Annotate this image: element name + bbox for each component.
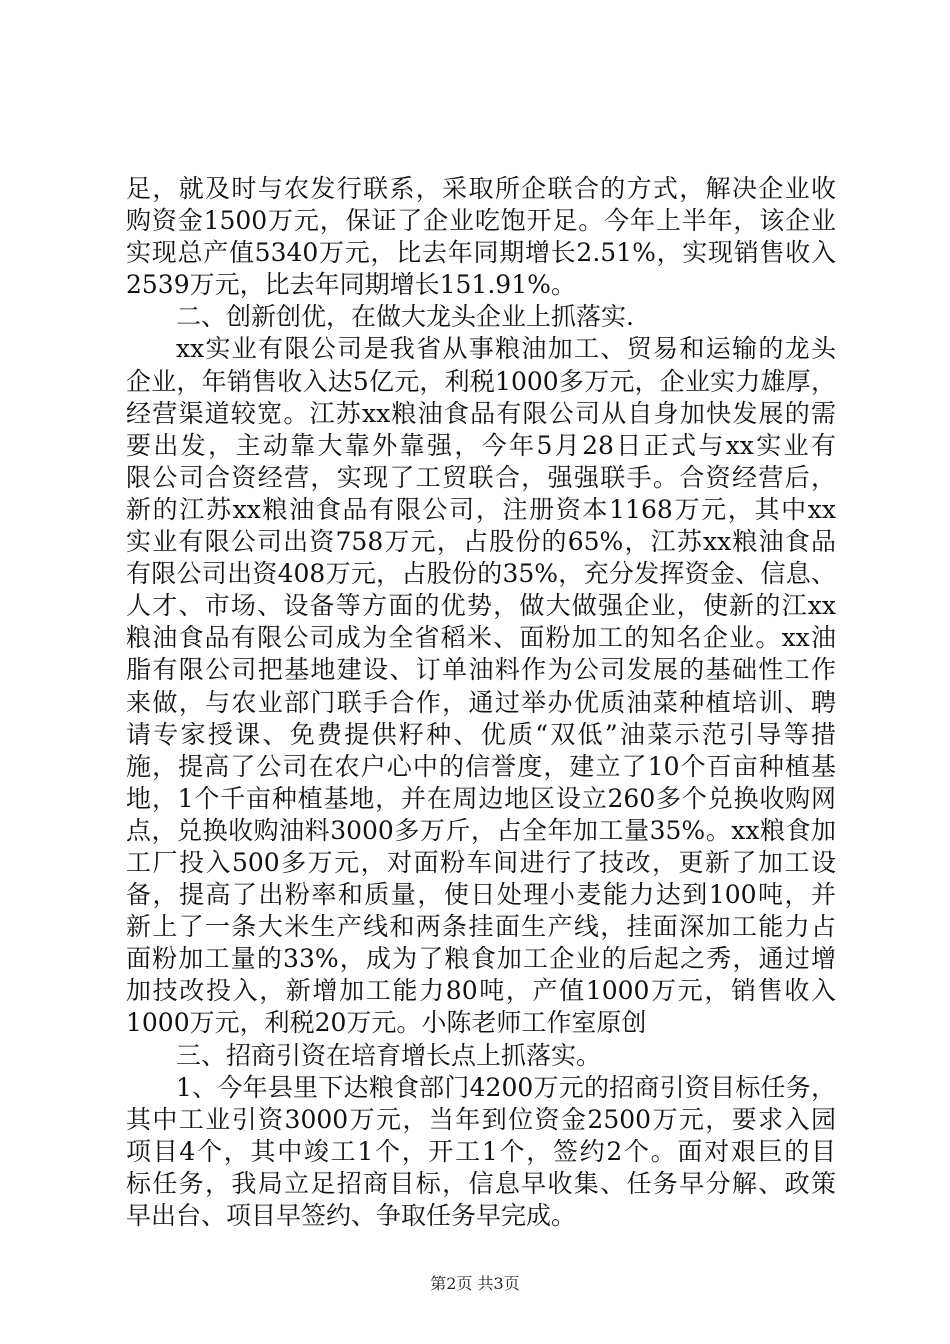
text-line: 有限公司出资408万元，占股份的35%，充分发挥资金、信息、 [126,559,836,589]
text-line: 脂有限公司把基地建设、订单油料作为公司发展的基础性工作 [126,655,836,685]
text-line: 新的江苏xx粮油食品有限公司，注册资本1168万元，其中xx [126,494,836,524]
text-line: 二、创新创优，在做大龙头企业上抓落实. [176,302,634,332]
text-line: 粮油食品有限公司成为全省稻米、面粉加工的知名企业。xx油 [126,623,836,653]
text-line: xx实业有限公司是我省从事粮油加工、贸易和运输的龙头 [176,334,836,364]
text-line: 面粉加工量的33%，成为了粮食加工企业的后起之秀，通过增 [126,944,836,974]
text-line: 工厂投入500多万元，对面粉车间进行了技改，更新了加工设 [126,847,836,877]
page-number-footer: 第2页 共3页 [430,1274,520,1293]
text-line: 2539万元，比去年同期增长151.91%。 [126,270,576,300]
document-body [126,173,836,1232]
text-line: 地，1个千亩种植基地，并在周边地区设立260多个兑换收购网 [126,783,836,813]
text-line: 购资金1500万元，保证了企业吃饱开足。今年上半年，该企业 [126,206,836,236]
text-line: 新上了一条大米生产线和两条挂面生产线，挂面深加工能力占 [126,912,836,942]
text-line: 其中工业引资3000万元，当年到位资金2500万元，要求入园 [126,1104,836,1134]
text-line: 1000万元，利税20万元。小陈老师工作室原创 [126,1008,647,1038]
text-line: 点，兑换收购油料3000多万斤，占全年加工量35%。xx粮食加 [126,815,836,845]
text-line: 要出发，主动靠大靠外靠强，今年5月28日正式与xx实业有 [126,430,836,460]
text-line: 限公司合资经营，实现了工贸联合，强强联手。合资经营后， [126,462,836,492]
text-line: 备，提高了出粉率和质量，使日处理小麦能力达到100吨，并 [126,880,836,910]
text-line: 标任务，我局立足招商目标，信息早收集、任务早分解、政策 [126,1168,836,1198]
text-line: 施，提高了公司在农户心中的信誉度，建立了10个百亩种植基 [126,751,836,781]
text-line: 加技改投入，新增加工能力80吨，产值1000万元，销售收入 [126,976,836,1006]
text-line: 实业有限公司出资758万元，占股份的65%，江苏xx粮油食品 [126,527,836,557]
text-line: 来做，与农业部门联手合作，通过举办优质油菜种植培训、聘 [126,687,836,717]
text-line: 足，就及时与农发行联系，采取所企联合的方式，解决企业收 [126,174,836,203]
text-line: 企业，年销售收入达5亿元，利税1000多万元，企业实力雄厚， [126,366,836,396]
text-line: 请专家授课、免费提供籽种、优质“双低”油菜示范引导等措 [126,719,836,749]
text-line: 经营渠道较宽。江苏xx粮油食品有限公司从自身加快发展的需 [126,398,836,428]
text-line: 早出台、项目早签约、争取任务早完成。 [126,1201,577,1230]
text-line: 实现总产值5340万元，比去年同期增长2.51%，实现销售收入 [126,238,836,268]
text-line: 项目4个，其中竣工1个，开工1个，签约2个。面对艰巨的目 [126,1136,836,1166]
text-line: 三、招商引资在培育增长点上抓落实。 [176,1040,602,1070]
text-line: 1、今年县里下达粮食部门4200万元的招商引资目标任务， [176,1072,836,1102]
text-line: 人才、市场、设备等方面的优势，做大做强企业，使新的江xx [126,591,836,621]
